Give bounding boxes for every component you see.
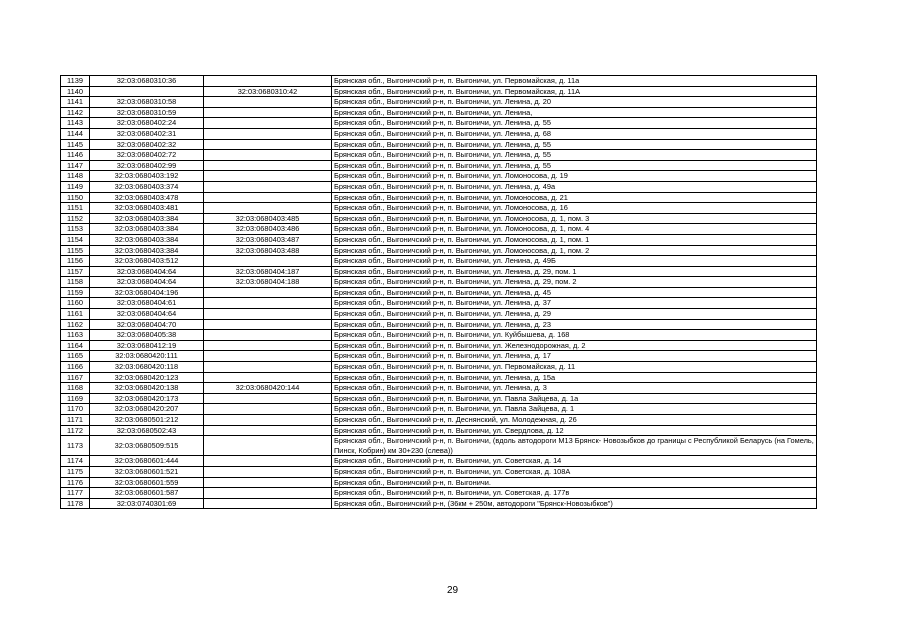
address-cell: Брянская обл., Выгоничский р-н, п. Выгоничи, ул. Свердлова, д. 12 <box>332 425 817 436</box>
premises-cadastral-number-cell <box>204 498 332 509</box>
cadastral-number-cell: 32:03:0680403:384 <box>90 234 204 245</box>
row-number-cell: 1164 <box>61 340 90 351</box>
address-cell: Брянская обл., Выгоничский р-н, п. Выгоничи, ул. Первомайская, д. 11А <box>332 86 817 97</box>
row-number-cell: 1168 <box>61 383 90 394</box>
premises-cadastral-number-cell <box>204 139 332 150</box>
table-row <box>61 425 817 436</box>
premises-cadastral-number-cell: 32:03:0680403:485 <box>204 213 332 224</box>
table-row <box>61 287 817 298</box>
cadastral-number-cell: 32:03:0680404:61 <box>90 298 204 309</box>
table-row <box>61 256 817 267</box>
premises-cadastral-number-cell: 32:03:0680403:486 <box>204 224 332 235</box>
premises-cadastral-number-cell <box>204 477 332 488</box>
cadastral-number-cell: 32:03:0680310:59 <box>90 107 204 118</box>
table-row <box>61 128 817 139</box>
address-cell: Брянская обл., Выгоничский р-н, п. Выгоничи, ул. Ломоносова, д. 21 <box>332 192 817 203</box>
address-cell: Брянская обл., Выгоничский р-н, п. Выгоничи, ул. Ленина, <box>332 107 817 118</box>
address-cell: Брянская обл., Выгоничский р-н, п. Выгоничи, ул. Ленина, д. 49Б <box>332 256 817 267</box>
row-number-cell: 1145 <box>61 139 90 150</box>
row-number-cell: 1156 <box>61 256 90 267</box>
cadastral-number-cell: 32:03:0680420:138 <box>90 383 204 394</box>
row-number-cell: 1172 <box>61 425 90 436</box>
premises-cadastral-number-cell <box>204 415 332 426</box>
cadastral-number-cell: 32:03:0680402:99 <box>90 160 204 171</box>
address-cell: Брянская обл., Выгоничский р-н, п. Выгоничи, ул. Ленина, д. 55 <box>332 118 817 129</box>
row-number-cell: 1160 <box>61 298 90 309</box>
cadastral-number-cell: 32:03:0680412:19 <box>90 340 204 351</box>
premises-cadastral-number-cell <box>204 393 332 404</box>
cadastral-number-cell: 32:03:0680405:38 <box>90 330 204 341</box>
cadastral-number-cell: 32:03:0680402:24 <box>90 118 204 129</box>
address-cell: Брянская обл., Выгоничский р-н, п. Выгоничи, ул. Советская, д. 177в <box>332 488 817 499</box>
cadastral-number-cell: 32:03:0680402:72 <box>90 150 204 161</box>
table-row <box>61 298 817 309</box>
premises-cadastral-number-cell <box>204 362 332 373</box>
table-row <box>61 456 817 467</box>
row-number-cell: 1154 <box>61 234 90 245</box>
address-cell: Брянская обл., Выгоничский р-н, п. Выгоничи, ул. Ленина, д. 15а <box>332 372 817 383</box>
table-row <box>61 76 817 87</box>
cadastral-number-cell: 32:03:0680601:444 <box>90 456 204 467</box>
cadastral-number-cell: 32:03:0680403:384 <box>90 224 204 235</box>
cadastral-number-cell: 32:03:0680402:32 <box>90 139 204 150</box>
table-row <box>61 330 817 341</box>
row-number-cell: 1144 <box>61 128 90 139</box>
premises-cadastral-number-cell <box>204 404 332 415</box>
row-number-cell: 1146 <box>61 150 90 161</box>
table-row <box>61 118 817 129</box>
premises-cadastral-number-cell <box>204 256 332 267</box>
cadastral-number-cell: 32:03:0680420:123 <box>90 372 204 383</box>
premises-cadastral-number-cell <box>204 466 332 477</box>
address-cell: Брянская обл., Выгоничский р-н, п. Выгоничи, ул. Первомайская, д. 11 <box>332 362 817 373</box>
premises-cadastral-number-cell: 32:03:0680403:488 <box>204 245 332 256</box>
row-number-cell: 1151 <box>61 203 90 214</box>
address-cell: Брянская обл., Выгоничский р-н, п. Выгоничи, ул. Ленина, д. 45 <box>332 287 817 298</box>
premises-cadastral-number-cell <box>204 287 332 298</box>
address-cell: Брянская обл., Выгоничский р-н, п. Выгоничи, ул. Ленина, д. 29, пом. 2 <box>332 277 817 288</box>
table-row <box>61 245 817 256</box>
cadastral-number-cell: 32:03:0680404:64 <box>90 266 204 277</box>
cadastral-number-cell: 32:03:0680502:43 <box>90 425 204 436</box>
table-row <box>61 107 817 118</box>
premises-cadastral-number-cell <box>204 351 332 362</box>
table-row <box>61 171 817 182</box>
cadastral-number-cell: 32:03:0680404:70 <box>90 319 204 330</box>
cadastral-number-cell: 32:03:0680402:31 <box>90 128 204 139</box>
premises-cadastral-number-cell <box>204 319 332 330</box>
row-number-cell: 1167 <box>61 372 90 383</box>
premises-cadastral-number-cell <box>204 298 332 309</box>
row-number-cell: 1178 <box>61 498 90 509</box>
premises-cadastral-number-cell <box>204 203 332 214</box>
address-cell: Брянская обл., Выгоничский р-н, п. Выгоничи, ул. Ленина, д. 37 <box>332 298 817 309</box>
table-row <box>61 477 817 488</box>
registry-table <box>60 75 817 509</box>
cadastral-number-cell <box>90 86 204 97</box>
premises-cadastral-number-cell: 32:03:0680420:144 <box>204 383 332 394</box>
row-number-cell: 1162 <box>61 319 90 330</box>
row-number-cell: 1175 <box>61 466 90 477</box>
cadastral-number-cell: 32:03:0740301:69 <box>90 498 204 509</box>
cadastral-number-cell: 32:03:0680601:587 <box>90 488 204 499</box>
table-row <box>61 150 817 161</box>
address-cell: Брянская обл., Выгоничский р-н, п. Выгоничи, ул. Куйбышева, д. 168 <box>332 330 817 341</box>
address-cell: Брянская обл., Выгоничский р-н, п. Выгоничи, (вдоль автодороги М13 Брянск- Новозыбков до границы с Республикой Беларусь (на Гомель, Пинск, Кобрин) км 30+230 (слева)) <box>332 436 817 456</box>
table-row <box>61 139 817 150</box>
premises-cadastral-number-cell <box>204 340 332 351</box>
premises-cadastral-number-cell <box>204 330 332 341</box>
table-row <box>61 309 817 320</box>
table-row <box>61 97 817 108</box>
registry-table-body <box>61 76 817 509</box>
premises-cadastral-number-cell <box>204 192 332 203</box>
table-row <box>61 234 817 245</box>
row-number-cell: 1142 <box>61 107 90 118</box>
address-cell: Брянская обл., Выгоничский р-н, п. Выгоничи, ул. Железнодорожная, д. 2 <box>332 340 817 351</box>
table-row <box>61 393 817 404</box>
cadastral-number-cell: 32:03:0680403:192 <box>90 171 204 182</box>
address-cell: Брянская обл., Выгоничский р-н, п. Деснянский, ул. Молодежная, д. 26 <box>332 415 817 426</box>
row-number-cell: 1159 <box>61 287 90 298</box>
address-cell: Брянская обл., Выгоничский р-н, п. Выгоничи, ул. Павла Зайцева, д. 1а <box>332 393 817 404</box>
row-number-cell: 1171 <box>61 415 90 426</box>
row-number-cell: 1157 <box>61 266 90 277</box>
row-number-cell: 1161 <box>61 309 90 320</box>
page-number: 29 <box>446 585 459 596</box>
cadastral-number-cell: 32:03:0680420:111 <box>90 351 204 362</box>
cadastral-number-cell: 32:03:0680404:64 <box>90 277 204 288</box>
premises-cadastral-number-cell <box>204 107 332 118</box>
table-row <box>61 192 817 203</box>
cadastral-number-cell: 32:03:0680404:196 <box>90 287 204 298</box>
address-cell: Брянская обл., Выгоничский р-н, п. Выгоничи, ул. Ленина, д. 29, пом. 1 <box>332 266 817 277</box>
premises-cadastral-number-cell <box>204 118 332 129</box>
cadastral-number-cell: 32:03:0680310:36 <box>90 76 204 87</box>
address-cell: Брянская обл., Выгоничский р-н, п. Выгоничи, ул. Ломоносова, д. 16 <box>332 203 817 214</box>
cadastral-number-cell: 32:03:0680403:481 <box>90 203 204 214</box>
row-number-cell: 1150 <box>61 192 90 203</box>
table-row <box>61 277 817 288</box>
cadastral-number-cell: 32:03:0680403:478 <box>90 192 204 203</box>
premises-cadastral-number-cell <box>204 456 332 467</box>
table-row <box>61 203 817 214</box>
row-number-cell: 1149 <box>61 181 90 192</box>
row-number-cell: 1177 <box>61 488 90 499</box>
cadastral-number-cell: 32:03:0680403:512 <box>90 256 204 267</box>
premises-cadastral-number-cell: 32:03:0680404:188 <box>204 277 332 288</box>
cadastral-number-cell: 32:03:0680404:64 <box>90 309 204 320</box>
address-cell: Брянская обл., Выгоничский р-н, п. Выгоничи, ул. Ломоносова, д. 1, пом. 3 <box>332 213 817 224</box>
row-number-cell: 1163 <box>61 330 90 341</box>
row-number-cell: 1153 <box>61 224 90 235</box>
table-row <box>61 266 817 277</box>
premises-cadastral-number-cell <box>204 128 332 139</box>
table-row <box>61 415 817 426</box>
table-row <box>61 436 817 456</box>
table-row <box>61 224 817 235</box>
row-number-cell: 1165 <box>61 351 90 362</box>
row-number-cell: 1143 <box>61 118 90 129</box>
premises-cadastral-number-cell: 32:03:0680310:42 <box>204 86 332 97</box>
premises-cadastral-number-cell <box>204 436 332 456</box>
row-number-cell: 1166 <box>61 362 90 373</box>
address-cell: Брянская обл., Выгоничский р-н, п. Выгоничи, ул. Ленина, д. 55 <box>332 150 817 161</box>
address-cell: Брянская обл., Выгоничский р-н, п. Выгоничи, ул. Ленина, д. 23 <box>332 319 817 330</box>
address-cell: Брянская обл., Выгоничский р-н, п. Выгоничи. <box>332 477 817 488</box>
row-number-cell: 1141 <box>61 97 90 108</box>
premises-cadastral-number-cell <box>204 309 332 320</box>
address-cell: Брянская обл., Выгоничский р-н, п. Выгоничи, ул. Ленина, д. 68 <box>332 128 817 139</box>
cadastral-number-cell: 32:03:0680403:384 <box>90 213 204 224</box>
table-row <box>61 466 817 477</box>
premises-cadastral-number-cell: 32:03:0680404:187 <box>204 266 332 277</box>
address-cell: Брянская обл., Выгоничский р-н, п. Выгоничи, ул. Ленина, д. 29 <box>332 309 817 320</box>
premises-cadastral-number-cell <box>204 150 332 161</box>
address-cell: Брянская обл., Выгоничский р-н, п. Выгоничи, ул. Советская, д. 108А <box>332 466 817 477</box>
row-number-cell: 1139 <box>61 76 90 87</box>
premises-cadastral-number-cell <box>204 160 332 171</box>
address-cell: Брянская обл., Выгоничский р-н, п. Выгоничи, ул. Ленина, д. 20 <box>332 97 817 108</box>
address-cell: Брянская обл., Выгоничский р-н, п. Выгоничи, ул. Советская, д. 14 <box>332 456 817 467</box>
table-row <box>61 340 817 351</box>
table-row <box>61 383 817 394</box>
row-number-cell: 1158 <box>61 277 90 288</box>
address-cell: Брянская обл., Выгоничский р-н, п. Выгоничи, ул. Ленина, д. 55 <box>332 139 817 150</box>
cadastral-number-cell: 32:03:0680601:521 <box>90 466 204 477</box>
row-number-cell: 1170 <box>61 404 90 415</box>
table-row <box>61 213 817 224</box>
table-row <box>61 86 817 97</box>
address-cell: Брянская обл., Выгоничский р-н, п. Выгоничи, ул. Ленина, д. 49а <box>332 181 817 192</box>
cadastral-number-cell: 32:03:0680509:515 <box>90 436 204 456</box>
cadastral-number-cell: 32:03:0680403:374 <box>90 181 204 192</box>
premises-cadastral-number-cell: 32:03:0680403:487 <box>204 234 332 245</box>
table-row <box>61 488 817 499</box>
address-cell: Брянская обл., Выгоничский р-н, п. Выгоничи, ул. Павла Зайцева, д. 1 <box>332 404 817 415</box>
address-cell: Брянская обл., Выгоничский р-н, п. Выгоничи, ул. Ленина, д. 17 <box>332 351 817 362</box>
cadastral-number-cell: 32:03:0680501:212 <box>90 415 204 426</box>
address-cell: Брянская обл., Выгоничский р-н, п. Выгоничи, ул. Ломоносова, д. 19 <box>332 171 817 182</box>
premises-cadastral-number-cell <box>204 76 332 87</box>
row-number-cell: 1140 <box>61 86 90 97</box>
premises-cadastral-number-cell <box>204 97 332 108</box>
table-row <box>61 498 817 509</box>
table-row <box>61 160 817 171</box>
table-row <box>61 181 817 192</box>
address-cell: Брянская обл., Выгоничский р-н, п. Выгоничи, ул. Ломоносова, д. 1, пом. 4 <box>332 224 817 235</box>
cadastral-number-cell: 32:03:0680420:118 <box>90 362 204 373</box>
table-row <box>61 319 817 330</box>
row-number-cell: 1147 <box>61 160 90 171</box>
row-number-cell: 1176 <box>61 477 90 488</box>
address-cell: Брянская обл., Выгоничский р-н, п. Выгоничи, ул. Ленина, д. 55 <box>332 160 817 171</box>
row-number-cell: 1148 <box>61 171 90 182</box>
premises-cadastral-number-cell <box>204 488 332 499</box>
premises-cadastral-number-cell <box>204 372 332 383</box>
premises-cadastral-number-cell <box>204 171 332 182</box>
row-number-cell: 1169 <box>61 393 90 404</box>
row-number-cell: 1155 <box>61 245 90 256</box>
address-cell: Брянская обл., Выгоничский р-н, п. Выгоничи, ул. Ломоносова, д. 1, пом. 1 <box>332 234 817 245</box>
cadastral-number-cell: 32:03:0680310:58 <box>90 97 204 108</box>
table-row <box>61 351 817 362</box>
row-number-cell: 1152 <box>61 213 90 224</box>
cadastral-number-cell: 32:03:0680420:207 <box>90 404 204 415</box>
row-number-cell: 1173 <box>61 436 90 456</box>
table-row <box>61 404 817 415</box>
address-cell: Брянская обл., Выгоничский р-н, п. Выгоничи, ул. Ломоносова, д. 1, пом. 2 <box>332 245 817 256</box>
premises-cadastral-number-cell <box>204 181 332 192</box>
address-cell: Брянская обл., Выгоничский р-н, (36км + 250м, автодороги "Брянск-Новозыбков") <box>332 498 817 509</box>
premises-cadastral-number-cell <box>204 425 332 436</box>
table-row <box>61 372 817 383</box>
address-cell: Брянская обл., Выгоничский р-н, п. Выгоничи, ул. Ленина, д. 3 <box>332 383 817 394</box>
cadastral-number-cell: 32:03:0680601:559 <box>90 477 204 488</box>
row-number-cell: 1174 <box>61 456 90 467</box>
cadastral-number-cell: 32:03:0680420:173 <box>90 393 204 404</box>
table-row <box>61 362 817 373</box>
cadastral-number-cell: 32:03:0680403:384 <box>90 245 204 256</box>
address-cell: Брянская обл., Выгоничский р-н, п. Выгоничи, ул. Первомайская, д. 11а <box>332 76 817 87</box>
